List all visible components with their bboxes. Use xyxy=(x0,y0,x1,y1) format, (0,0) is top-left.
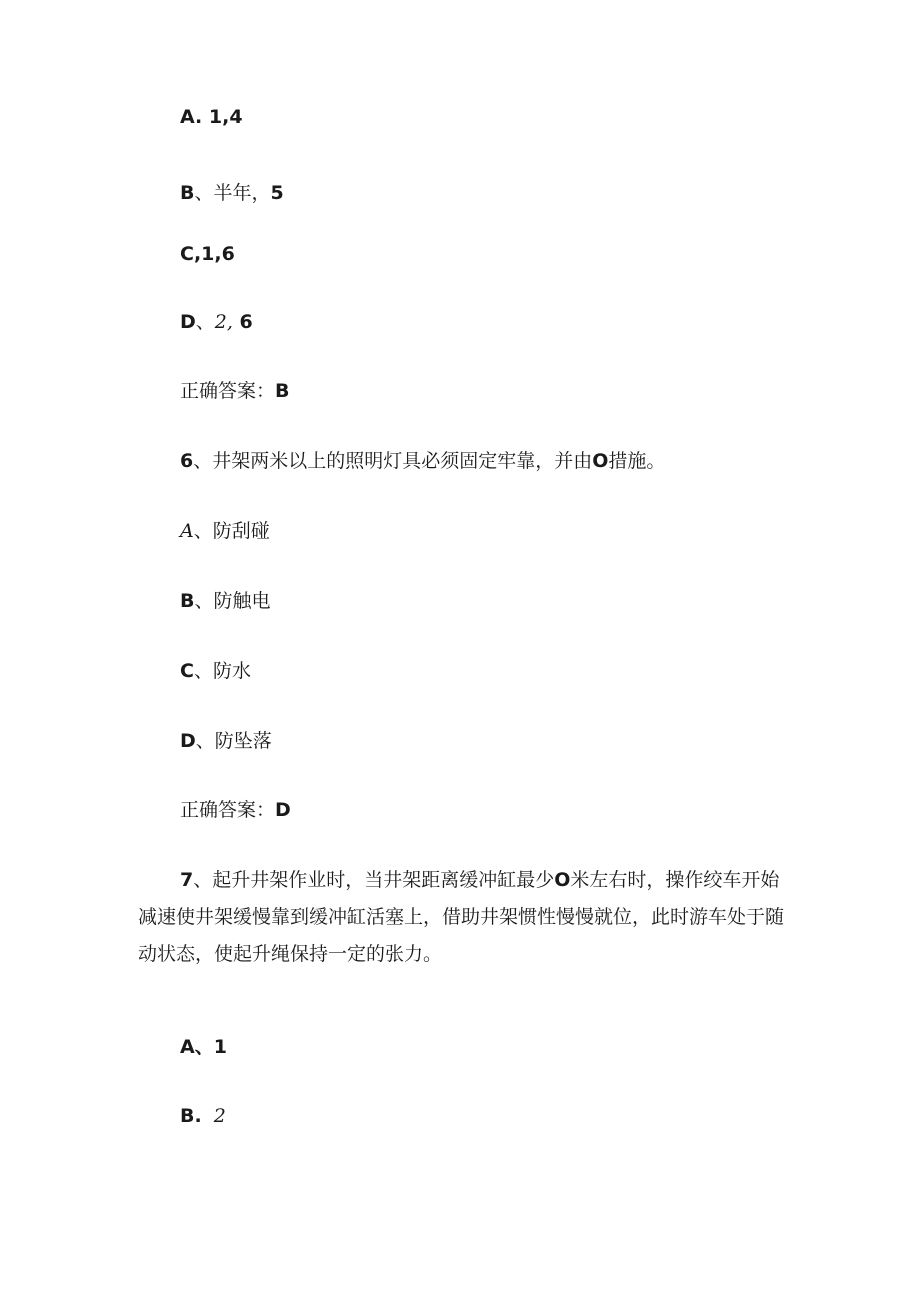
q5-answer-label: 正确答案： xyxy=(180,380,276,402)
q7-blank: O xyxy=(554,869,571,891)
q5-option-d-italic: 2, xyxy=(214,311,233,333)
q6-blank: O xyxy=(592,450,609,472)
q7-number: 7 xyxy=(180,869,194,891)
q7-stem xyxy=(138,862,788,973)
q5-option-b-prefix: B xyxy=(180,182,195,204)
q6-stem-tail: 措施。 xyxy=(608,450,666,472)
q6-option-d-text: 、防坠落 xyxy=(195,730,272,752)
q7-stem-b: 米左右时，操作绞车开始减速使井架缓慢靠到缓冲缸活塞上，借助井架惯性慢慢就位，此时游车处于随动状态，使起升绳保持一定的张力。 xyxy=(138,869,785,965)
q6-option-b xyxy=(180,588,271,614)
q5-option-d-tail: 6 xyxy=(232,311,253,333)
q6-option-c xyxy=(180,658,251,684)
q6-answer xyxy=(180,797,291,823)
q6-option-c-text: 、防水 xyxy=(193,660,251,682)
q5-answer xyxy=(180,378,290,404)
q6-option-a xyxy=(180,518,270,544)
q7-option-b-italic: 2 xyxy=(213,1105,226,1127)
q6-option-a-prefix: A xyxy=(180,520,194,542)
q7-option-a xyxy=(180,1034,227,1060)
q5-option-d-text: 、 xyxy=(195,311,215,333)
q5-answer-value: B xyxy=(275,380,290,402)
q6-option-b-text: 、防触电 xyxy=(194,590,271,612)
q6-option-d-prefix: D xyxy=(180,730,196,752)
q7-stem-a: 、起升井架作业时，当井架距离缓冲缸最少 xyxy=(193,869,555,891)
q5-option-b-tail: 5 xyxy=(270,182,284,204)
q6-answer-label: 正确答案： xyxy=(180,799,276,821)
q5-option-a-text: 1,4 xyxy=(202,106,243,128)
q6-option-d xyxy=(180,728,272,754)
q5-option-b xyxy=(180,180,284,206)
q6-number: 6 xyxy=(180,450,194,472)
q5-option-a xyxy=(180,104,243,130)
q5-option-d-prefix: D xyxy=(180,311,196,333)
q5-option-c xyxy=(180,241,235,267)
q7-option-b-prefix: B. xyxy=(180,1105,202,1127)
q6-option-b-prefix: B xyxy=(180,590,195,612)
q6-stem-text: 、井架两米以上的照明灯具必须固定牢靠，并由 xyxy=(193,450,593,472)
q6-answer-value: D xyxy=(275,799,291,821)
q7-option-b xyxy=(180,1103,226,1129)
q6-option-a-text: 、防刮碰 xyxy=(193,520,270,542)
q7-option-a-text: 、1 xyxy=(194,1036,227,1058)
q6-stem xyxy=(180,448,665,474)
q5-option-a-prefix: A. xyxy=(180,106,203,128)
q5-option-d xyxy=(180,309,253,335)
q5-option-b-text: 、半年， xyxy=(194,182,271,204)
q7-option-a-prefix: A xyxy=(180,1036,195,1058)
q6-option-c-prefix: C xyxy=(180,660,194,682)
q5-option-c-prefix: C,1,6 xyxy=(180,243,235,265)
